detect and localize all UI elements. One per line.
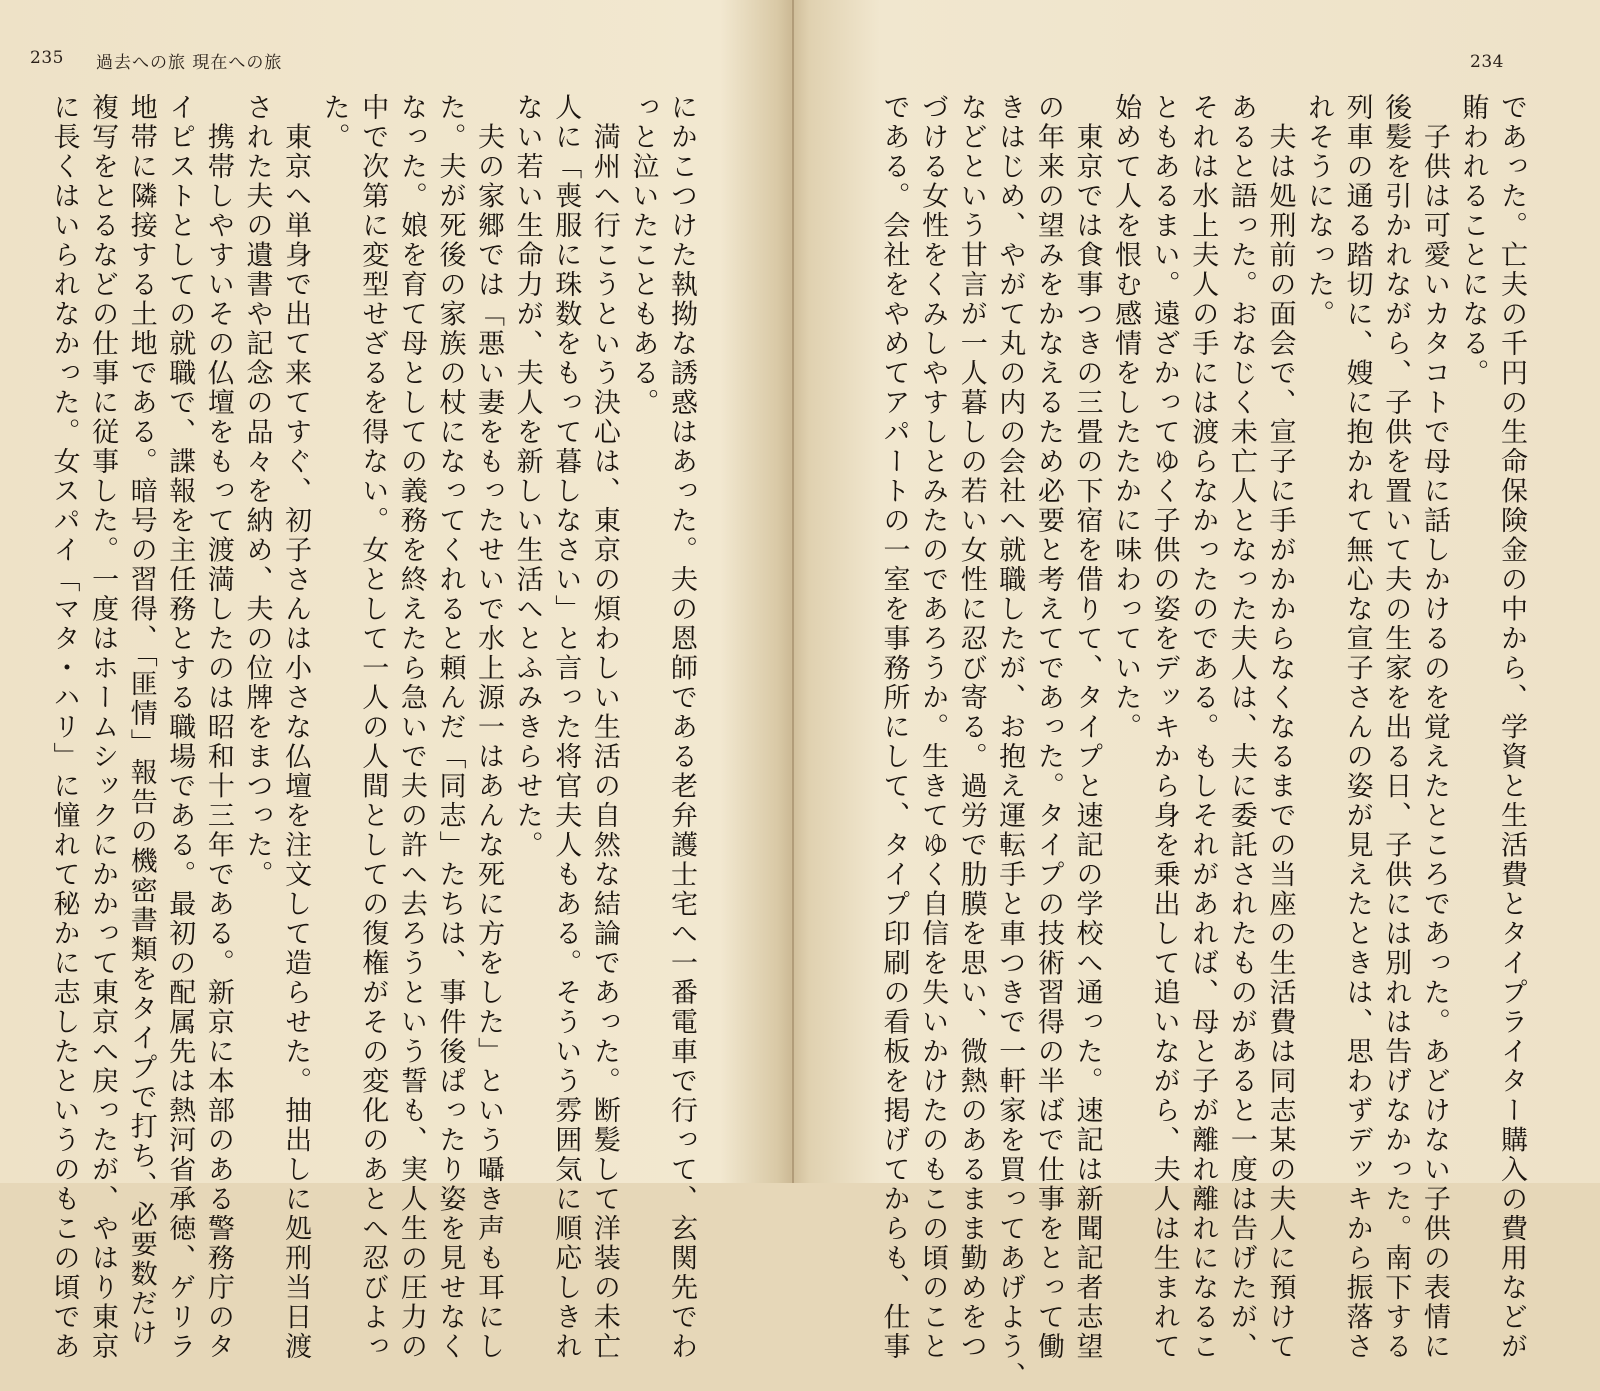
right-page	[795, 0, 1600, 1391]
text-column: された夫の遺書や記念の品々を納め、夫の位牌をまつった。	[241, 93, 273, 890]
text-column: た。	[318, 93, 350, 152]
text-column: れそうになった。	[1303, 93, 1335, 329]
text-column: 賄われることになる。	[1457, 93, 1489, 388]
text-column: の年来の望みをかなえるため必要と考えてであった。タイプの技術習得の半ばで仕事をとって働	[1032, 93, 1064, 1362]
text-column: 満州へ行こうという決心は、東京の煩わしい生活の自然な結論であった。断髪して洋装の未亡	[588, 93, 620, 1362]
text-column: それは水上夫人の手には渡らなかったのである。もしそれがあれば、母と子が離れ離れになるこ	[1187, 93, 1219, 1362]
left-page-body	[48, 93, 700, 1362]
text-column: 始めて人を恨む感情をしたたかに味わっていた。	[1110, 93, 1142, 742]
text-column: 夫の家郷では「悪い妻をもったせいで水上源一はあんな死に方をした」という囁き声も耳にし	[473, 93, 505, 1362]
text-column: あると語った。おなじく未亡人となった夫人は、夫に委託されたものがあると一度は告げたが、	[1225, 93, 1257, 1362]
text-column: 後髪を引かれながら、子供を置いて夫の生家を出る日、子供には別れは告げなかった。南下する	[1380, 93, 1412, 1362]
text-column: であった。亡夫の千円の生命保険金の中から、学資と生活費とタイプライター購入の費用などが	[1496, 93, 1527, 1362]
text-column: に長くはいられなかった。女スパイ「マタ・ハリ」に憧れて秘かに志したというのもこの頃であ	[48, 93, 80, 1362]
page-number-right: 234	[1470, 52, 1504, 72]
text-column: 複写をとるなどの仕事に従事した。一度はホームシックにかかって東京へ戻ったが、やはり東京	[87, 93, 119, 1362]
text-column: づける女性をくみしやすしとみたのであろうか。生きてゆく自信を失いかけたのもこの頃のこと	[917, 93, 949, 1362]
text-column: なった。娘を育て母としての義務を終えたら急いで夫の許へ去ろうという誓も、実人生の圧力の	[395, 93, 427, 1362]
text-column: 東京へ単身で出て来てすぐ、初子さんは小さな仏壇を注文して造らせた。抽出しに処刑当日渡	[280, 93, 312, 1362]
running-title: 過去への旅 現在への旅	[96, 53, 283, 73]
text-column: 人に「喪服に珠数をもって暮しなさい」と言った将官夫人もある。そういう雰囲気に順応しきれ	[550, 93, 582, 1362]
text-column: 地帯に隣接する土地である。暗号の習得、「匪情」報告の機密書類をタイプで打ち、必要数だけ	[125, 93, 157, 1348]
text-column: た。夫が死後の家族の杖になってくれると頼んだ「同志」たちは、事件後ぱったり姿を見せなく	[434, 93, 466, 1362]
text-column: きはじめ、やがて丸の内の会社へ就職したが、お抱え運転手と車つきで一軒家を買ってあげよう、	[994, 93, 1026, 1391]
text-column: ともあるまい。遠ざかってゆく子供の姿をデッキから身を乗出して追いながら、夫人は生まれて	[1148, 93, 1180, 1362]
text-column: イピストとしての就職で、諜報を主任務とする職場である。最初の配属先は熱河省承徳、ゲリラ	[164, 93, 196, 1362]
text-column: 東京では食事つきの三畳の下宿を借りて、タイプと速記の学校へ通った。速記は新聞記者志望	[1071, 93, 1103, 1362]
book-gutter	[792, 0, 794, 1183]
text-column: である。会社をやめてアパートの一室を事務所にして、タイプ印刷の看板を掲げてからも、仕事	[878, 93, 910, 1362]
text-column: ない若い生命力が、夫人を新しい生活へとふみきらせた。	[511, 93, 543, 860]
right-page-body	[878, 93, 1530, 1391]
text-column: にかこつけた執拗な誘惑はあった。夫の恩師である老弁護士宅へ一番電車で行って、玄関先でわ	[666, 93, 697, 1362]
text-column: 携帯しやすいその仏壇をもって渡満したのは昭和十三年である。新京に本部のある警務庁のタ	[202, 93, 234, 1362]
text-column: などという甘言が一人暮しの若い女性に忍び寄る。過労で肋膜を思い、微熱のあるまま勤めをつ	[955, 93, 987, 1362]
left-page	[0, 0, 790, 1362]
text-column: 中で次第に変型せざるを得ない。女として一人の人間としての復権がその変化のあとへ忍びよっ	[357, 93, 389, 1362]
text-column: 夫は処刑前の面会で、宣子に手がかからなくなるまでの当座の生活費は同志某の夫人に預けて	[1264, 93, 1296, 1362]
text-column: 列車の通る踏切に、嫂に抱かれて無心な宣子さんの姿が見えたときは、思わずデッキから振落さ	[1341, 93, 1373, 1362]
text-column: っと泣いたこともある。	[627, 93, 659, 418]
text-column: 子供は可愛いカタコトで母に話しかけるのを覚えたところであった。あどけない子供の表情に	[1418, 93, 1450, 1362]
page-number-left: 235	[30, 48, 64, 68]
